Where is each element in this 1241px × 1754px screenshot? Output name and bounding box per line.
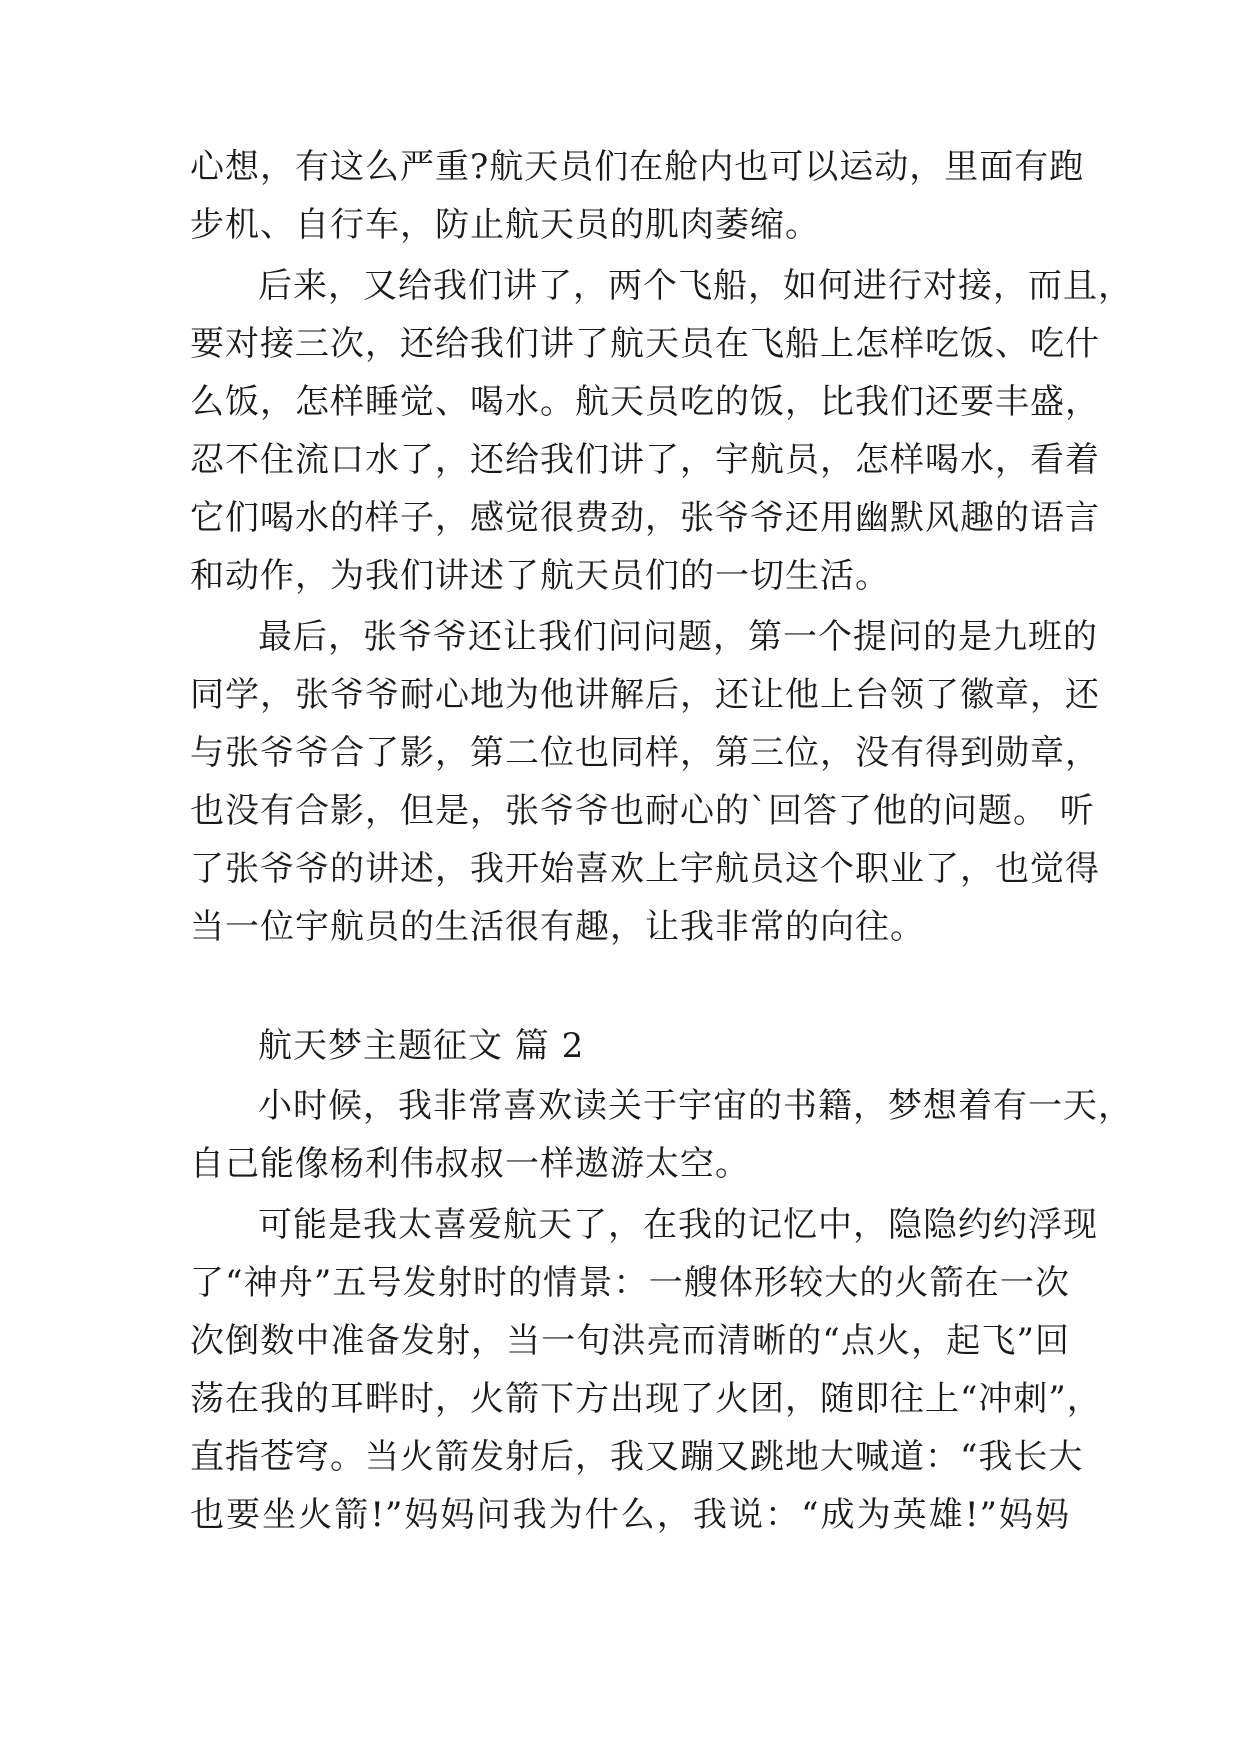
text-line: 同学，张爷爷耐心地为他讲解后，还让他上台领了徽章，还: [190, 675, 1100, 715]
section-title: 航天梦主题征文 篇 2: [258, 1026, 585, 1066]
text-line: 步机、自行车，防止航天员的肌肉萎缩。: [190, 205, 820, 245]
text-line: 次倒数中准备发射，当一句洪亮而清晰的“点火，起飞”回: [190, 1321, 1070, 1361]
text-line: 了张爷爷的讲述，我开始喜欢上宇航员这个职业了，也觉得: [190, 849, 1100, 889]
text-line: 与张爷爷合了影，第二位也同样，第三位，没有得到勋章，: [190, 733, 1100, 773]
text-line: 也要坐火箭!”妈妈问我为什么，我说：“成为英雄!”妈妈: [190, 1495, 1070, 1535]
text-line: 荡在我的耳畔时，火箭下方出现了火团，随即往上“冲刺”，: [190, 1379, 1102, 1419]
text-line: 当一位宇航员的生活很有趣，让我非常的向往。: [190, 907, 925, 947]
paragraph-first-line: 后来，又给我们讲了，两个飞船，如何进行对接，而且，: [258, 266, 1133, 306]
paragraph-first-line: 可能是我太喜爱航天了，在我的记忆中，隐隐约约浮现: [258, 1205, 1098, 1245]
text-line: 忍不住流口水了，还给我们讲了，宇航员，怎样喝水，看着: [190, 440, 1100, 480]
text-line: 要对接三次，还给我们讲了航天员在飞船上怎样吃饭、吃什: [190, 324, 1100, 364]
text-line: 和动作，为我们讲述了航天员们的一切生活。: [190, 556, 890, 596]
text-line: 心想，有这么严重?航天员们在舱内也可以运动，里面有跑: [190, 147, 1085, 187]
text-line: 自己能像杨利伟叔叔一样遨游太空。: [190, 1144, 750, 1184]
text-line: 么饭，怎样睡觉、喝水。航天员吃的饭，比我们还要丰盛，: [190, 382, 1100, 422]
text-line: 直指苍穹。当火箭发射后，我又蹦又跳地大喊道：“我长大: [190, 1437, 1084, 1477]
text-line: 也没有合影，但是，张爷爷也耐心的`回答了他的问题。 听: [190, 791, 1095, 831]
paragraph-first-line: 最后，张爷爷还让我们问问题，第一个提问的是九班的: [258, 617, 1098, 657]
paragraph-first-line: 小时候，我非常喜欢读关于宇宙的书籍，梦想着有一天，: [258, 1086, 1133, 1126]
text-line: 了“神舟”五号发射时的情景：一艘体形较大的火箭在一次: [190, 1263, 1070, 1303]
text-line: 它们喝水的样子，感觉很费劲，张爷爷还用幽默风趣的语言: [190, 498, 1100, 538]
